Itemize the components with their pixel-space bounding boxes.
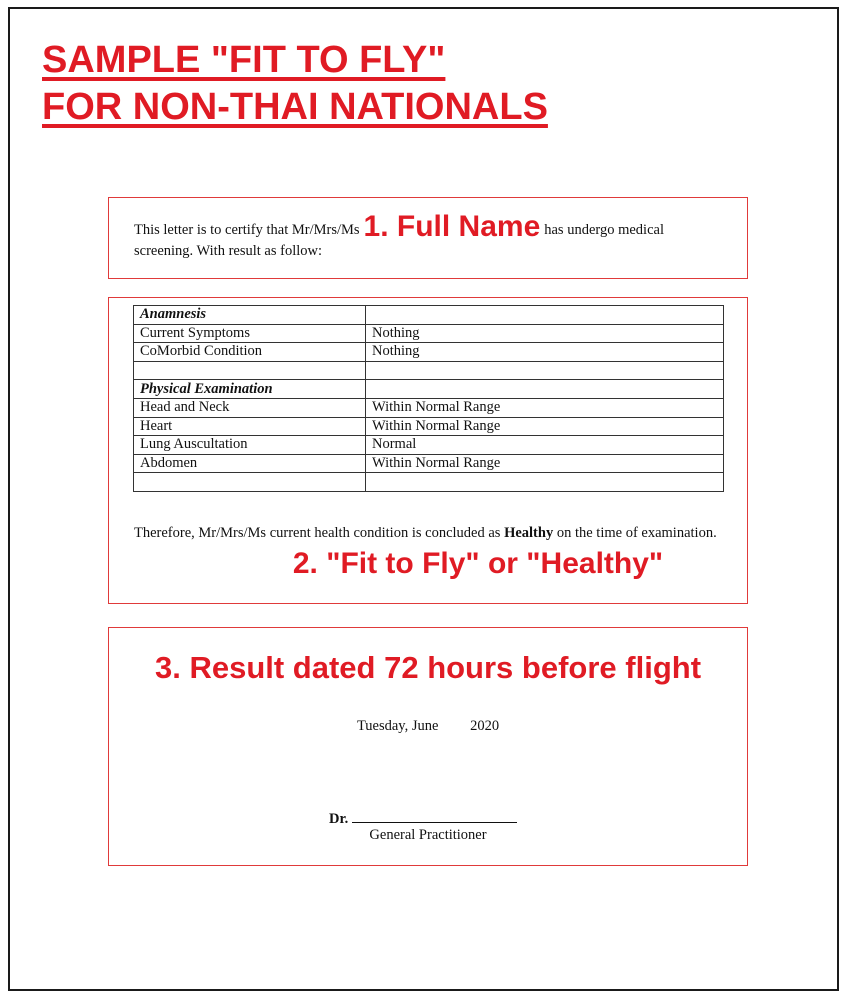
result-date-note: 3. Result dated 72 hours before flight <box>154 650 702 685</box>
table-row <box>134 436 724 455</box>
label-cell: Lung Auscultation <box>134 436 366 455</box>
examination-box <box>108 297 748 604</box>
doctor-signature-line <box>329 808 517 828</box>
value-cell <box>366 306 724 325</box>
exam-date-year: 2020 <box>470 718 500 734</box>
conclusion-after: on the time of examination. <box>556 525 717 541</box>
label-cell: Abdomen <box>134 454 366 473</box>
label-cell: Current Symptoms <box>134 324 366 343</box>
exam-date-day: Tuesday, June <box>356 718 439 734</box>
section-heading-cell: Physical Examination <box>134 380 366 399</box>
certification-outro: has undergo medical screening. With result as follow: <box>134 222 664 259</box>
title-line-1: SAMPLE "FIT TO FLY" <box>42 39 446 81</box>
table-row <box>134 473 724 492</box>
certification-box <box>108 197 748 279</box>
full-name-note: 1. Full Name <box>363 210 541 243</box>
table-row <box>134 380 724 399</box>
medical-results-table <box>133 305 724 492</box>
value-cell: Within Normal Range <box>366 417 724 436</box>
label-cell <box>134 361 366 380</box>
signature-blank <box>352 808 517 823</box>
label-cell: Head and Neck <box>134 398 366 417</box>
value-cell <box>366 380 724 399</box>
exam-date <box>109 718 747 735</box>
signature-box <box>108 627 748 866</box>
title-line-2: FOR NON-THAI NATIONALS <box>42 86 548 128</box>
doctor-prefix: Dr. <box>329 811 349 827</box>
value-cell <box>366 473 724 492</box>
value-cell: Within Normal Range <box>366 454 724 473</box>
table-row <box>134 306 724 325</box>
value-cell: Normal <box>366 436 724 455</box>
table-row <box>134 417 724 436</box>
value-cell: Within Normal Range <box>366 398 724 417</box>
certification-intro: This letter is to certify that Mr/Mrs/Ms <box>134 222 360 238</box>
label-cell <box>134 473 366 492</box>
health-status: Healthy <box>504 525 554 541</box>
table-row <box>134 398 724 417</box>
value-cell: Nothing <box>366 343 724 362</box>
table-row <box>134 324 724 343</box>
conclusion-text <box>134 523 726 544</box>
fit-to-fly-note: 2. "Fit to Fly" or "Healthy" <box>292 547 664 580</box>
table-row <box>134 361 724 380</box>
label-cell: CoMorbid Condition <box>134 343 366 362</box>
certification-text <box>134 210 726 262</box>
label-cell: Heart <box>134 417 366 436</box>
value-cell: Nothing <box>366 324 724 343</box>
section-heading-cell: Anamnesis <box>134 306 366 325</box>
doctor-role: General Practitioner <box>369 827 487 843</box>
table-row <box>134 454 724 473</box>
table-row <box>134 343 724 362</box>
conclusion-before: Therefore, Mr/Mrs/Ms current health condition is concluded as <box>134 525 501 541</box>
page-title <box>42 37 548 131</box>
value-cell <box>366 361 724 380</box>
